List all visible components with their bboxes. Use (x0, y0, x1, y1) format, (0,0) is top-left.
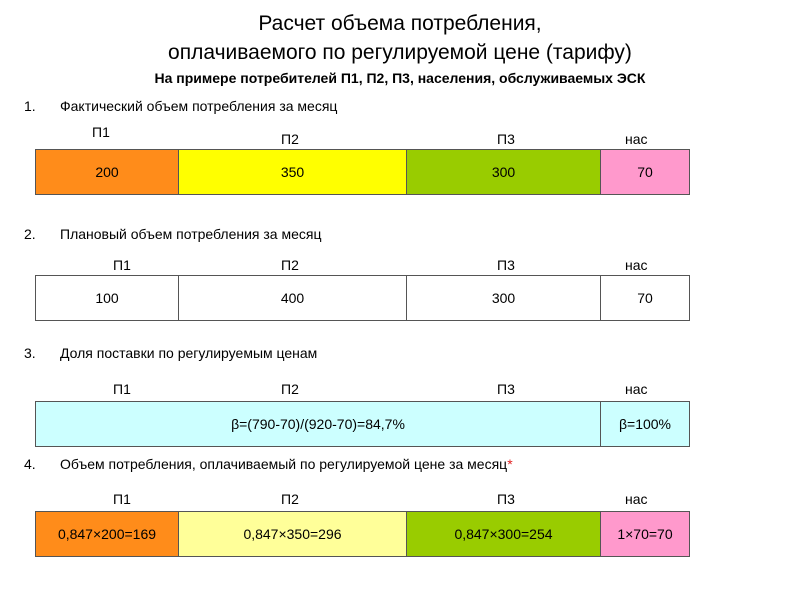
section-2-number: 2. (24, 226, 36, 242)
section-2-cell-p1: 100 (36, 276, 179, 320)
section-4-cell-p3: 0,847×300=254 (407, 512, 601, 556)
section-3-cell-nas: β=100% (601, 402, 689, 446)
section-4-col-p3: П3 (497, 491, 515, 507)
section-1-cell-nas: 70 (601, 150, 689, 194)
section-1-cell-p2: 350 (179, 150, 407, 194)
section-3-number: 3. (24, 345, 36, 361)
section-4-col-nas: нас (625, 491, 648, 507)
section-3-col-p1: П1 (113, 381, 131, 397)
section-3-col-nas: нас (625, 381, 648, 397)
section-2-col-nas: нас (625, 257, 648, 273)
page-title-line-2: оплачиваемого по регулируемой цене (тарифу) (168, 41, 632, 64)
section-4-col-p2: П2 (281, 491, 299, 507)
section-4-cell-p1: 0,847×200=169 (36, 512, 179, 556)
section-1-cell-p3: 300 (407, 150, 601, 194)
section-3-title: Доля поставки по регулируемым ценам (60, 345, 318, 361)
section-1-col-p3: П3 (497, 131, 515, 147)
section-3-col-p3: П3 (497, 381, 515, 397)
page-title-line-1: Расчет объема потребления, (258, 12, 542, 35)
section-2-col-p1: П1 (113, 257, 131, 273)
section-2-cell-p3: 300 (407, 276, 601, 320)
section-4-col-p1: П1 (113, 491, 131, 507)
section-4-number: 4. (24, 456, 36, 472)
section-3-col-p2: П2 (281, 381, 299, 397)
section-4-bar (35, 511, 690, 557)
section-2-cell-p2: 400 (179, 276, 407, 320)
page-subtitle: На примере потребителей П1, П2, П3, населения, обслуживаемых ЭСК (154, 70, 646, 86)
section-4-cell-nas: 1×70=70 (601, 512, 689, 556)
section-1-col-p1: П1 (92, 124, 110, 140)
section-2-col-p3: П3 (497, 257, 515, 273)
section-4-title: Объем потребления, оплачиваемый по регулируемой цене за месяц (60, 456, 508, 472)
section-4-title-wrap (60, 456, 513, 472)
section-3-cell-p1-p3: β=(790-70)/(920-70)=84,7% (36, 402, 601, 446)
section-1-number: 1. (24, 98, 36, 114)
section-2-bar (35, 275, 690, 321)
section-1-col-p2: П2 (281, 131, 299, 147)
section-1-cell-p1: 200 (36, 150, 179, 194)
section-1-title: Фактический объем потребления за месяц (60, 98, 338, 114)
section-4-cell-p2: 0,847×350=296 (179, 512, 407, 556)
section-2-col-p2: П2 (281, 257, 299, 273)
section-3-bar (35, 401, 690, 447)
footnote-asterisk: * (507, 456, 513, 472)
section-1-col-nas: нас (625, 131, 648, 147)
section-1-bar (35, 149, 690, 195)
section-2-title: Плановый объем потребления за месяц (60, 226, 322, 242)
section-2-cell-nas: 70 (601, 276, 689, 320)
